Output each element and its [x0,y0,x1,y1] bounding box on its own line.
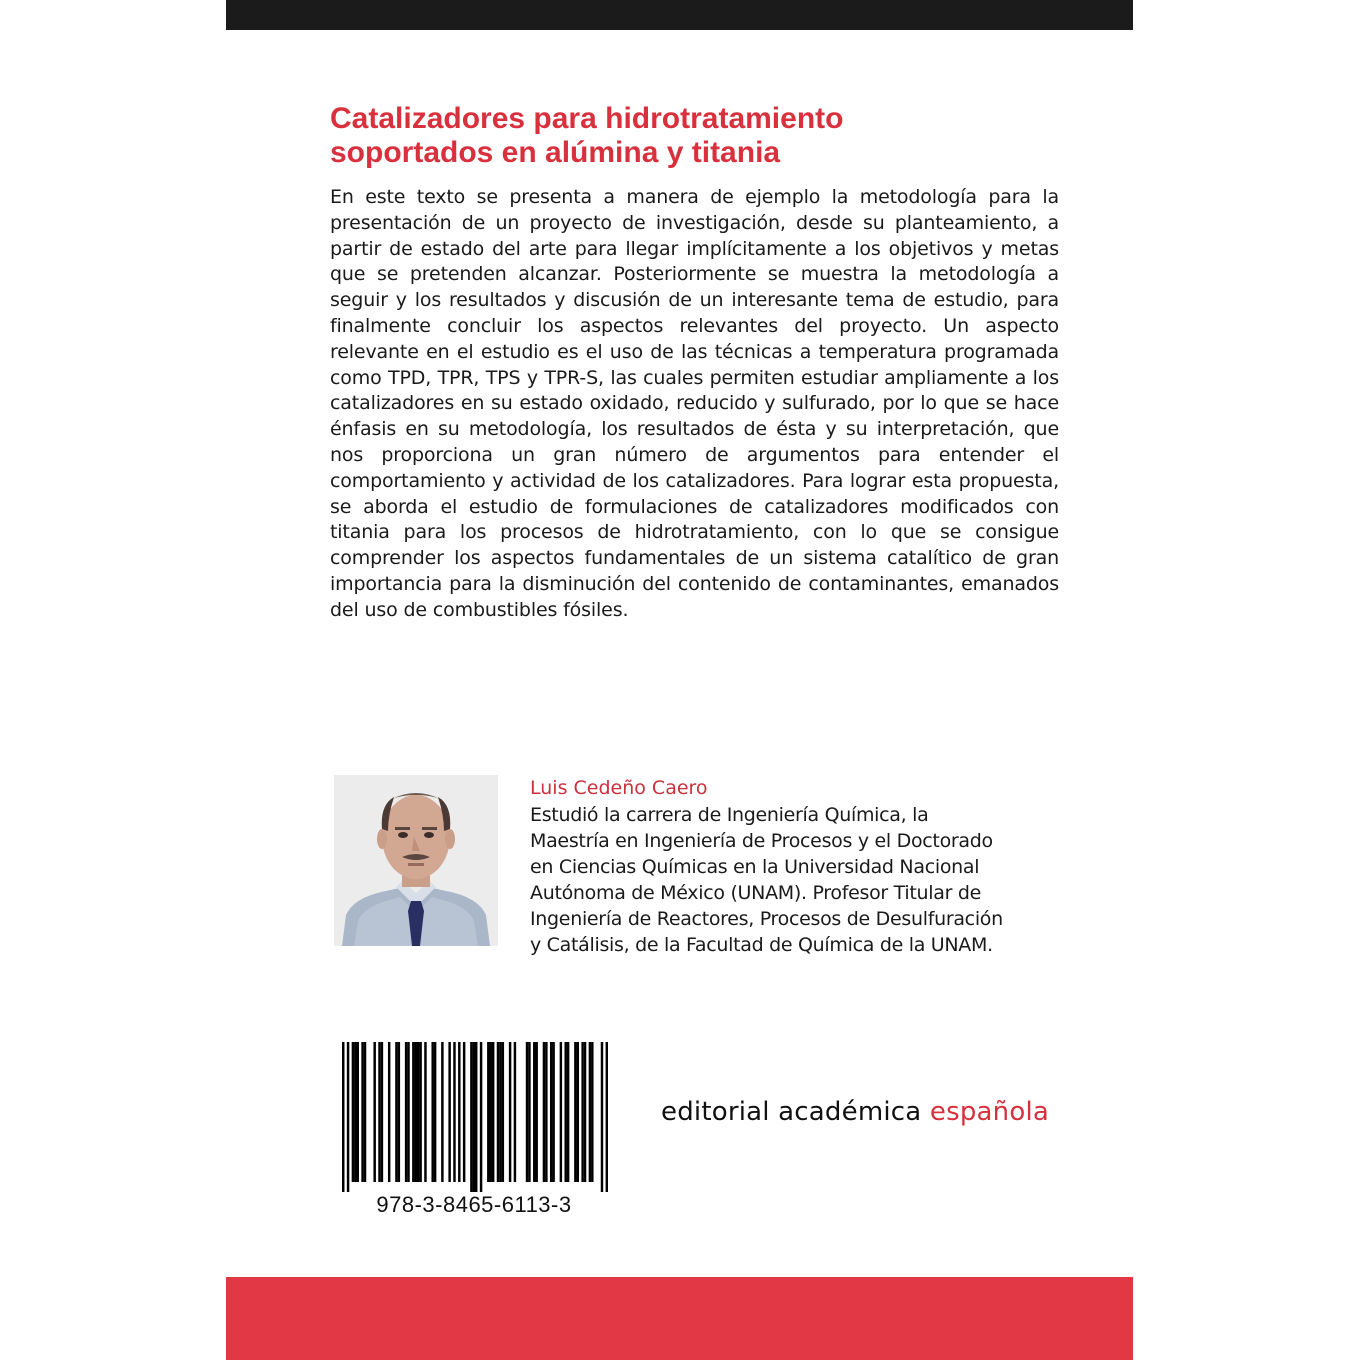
barcode-bar [378,1042,380,1182]
barcode-bar [601,1042,603,1192]
barcode-bar [499,1042,501,1182]
author-bio-line: Autónoma de México (UNAM). Profesor Titular de [530,882,981,904]
author-name: Luis Cedeño Caero [530,777,708,799]
barcode-bar [448,1042,450,1182]
isbn-number: 978-3-8465-6113-3 [376,1192,572,1217]
barcode-bar [577,1042,579,1182]
barcode-bar [342,1042,344,1192]
barcode-bar [564,1042,566,1182]
publisher-name-prefix: editorial académica [661,1097,930,1127]
barcode-bar [591,1042,593,1182]
barcode-bar [395,1042,397,1182]
barcode-bar [606,1042,608,1192]
barcode-bar [381,1042,383,1182]
barcode-bar [490,1042,492,1182]
barcode-bar [581,1042,583,1182]
barcode-bar [354,1042,356,1182]
barcode-bar [535,1042,537,1182]
top-color-band [226,0,1133,30]
barcode-bar [357,1042,359,1182]
publisher-logo [661,1095,1049,1129]
author-bio [530,802,1070,958]
barcode-bar [589,1042,591,1182]
barcode-bar [497,1042,499,1182]
barcode-bar [473,1042,475,1192]
barcode-bar [502,1042,504,1182]
barcode-bar [528,1042,530,1182]
author-bio-line: Estudió la carrera de Ingeniería Química, la [530,804,929,826]
barcode-bar [552,1042,554,1182]
barcode-bar [431,1042,433,1182]
author-photo [334,775,498,946]
barcode-bar [560,1042,562,1182]
book-description: En este texto se presenta a manera de ejemplo la metodología para la presentación de un proyecto de investigación, desde su planteamiento, a partir de estado del arte para llegar implícitamente a los objetivos y metas que se pretenden alcanzar. Posteriormente se muestra la metodología a seguir y los resultados y discusión de un interesante tema de estudio, para finalmente concluir los aspectos relevantes del proyecto. Un aspecto relevante en el estudio es el uso de las técnicas a temperatura programada como TPD, TPR, TPS y TPR-S, las cuales permiten estudiar ampliamente a los catalizadores en su estado oxidado, reducido y sulfurado, por lo que se hace énfasis en su metodología, los resultados de ésta y su interpretación, que nos proporciona un gran número de argumentos para entender el comportamiento y actividad de los catalizadores. Para lograr esta propuesta, se aborda el estudio de formulaciones de catalizadores modificados con titania para los procesos de hidrotratamiento, con lo que se consigue comprender los aspectos fundamentales de un sistema catalítico de gran importancia para la disminución del contenido de contaminantes, emanados del uso de combustibles fósiles. [330,186,1059,621]
barcode-bar [405,1042,407,1182]
barcode-bar [415,1042,417,1182]
author-bio-line: y Catálisis, de la Facultad de Química de la UNAM. [530,934,993,956]
publisher-name-accent: española [929,1097,1049,1127]
barcode-bar [352,1042,354,1182]
barcode-bar [475,1042,477,1192]
barcode-bar [412,1042,414,1182]
barcode-bar [441,1042,443,1182]
barcode-bar [545,1042,547,1182]
barcode-bar [398,1042,400,1182]
barcode-bar [509,1042,511,1182]
barcode-bar [470,1042,472,1192]
barcode-bar [574,1042,576,1182]
barcode-bar [584,1042,586,1182]
barcode-bar [419,1042,421,1182]
barcode-icon [342,1042,608,1192]
author-portrait-icon [334,775,498,946]
barcode-bar [434,1042,436,1182]
author-bio-line: en Ciencias Químicas en la Universidad Nacional [530,856,980,878]
barcode-bar [514,1042,516,1182]
barcode-bar [373,1042,375,1182]
barcode-bar [567,1042,569,1182]
barcode-bar [543,1042,545,1182]
barcode-bar [487,1042,489,1182]
author-bio-line: Maestría en Ingeniería de Procesos y el Doctorado [530,830,993,852]
book-title-line-1: Catalizadores para hidrotratamiento [330,102,844,135]
barcode-bar [526,1042,528,1182]
bottom-color-band [226,1277,1133,1360]
barcode-bar [347,1042,349,1192]
barcode-bar [480,1042,482,1192]
book-title-line-2: soportados en alúmina y titania [330,136,781,169]
barcode-bar [492,1042,494,1182]
author-bio-line: Ingeniería de Reactores, Procesos de Desulfuración [530,908,1003,930]
book-back-cover [226,0,1133,1360]
barcode-bar [361,1042,363,1182]
barcode-bar [550,1042,552,1182]
barcode-bar [364,1042,366,1182]
barcode-bar [424,1042,426,1182]
barcode-bar [407,1042,409,1182]
barcode-bar [458,1042,460,1182]
book-title [330,102,1070,170]
barcode-bar [453,1042,455,1182]
barcode-bar [417,1042,419,1182]
barcode-bar [533,1042,535,1182]
barcode-bar [388,1042,390,1182]
barcode-bar [463,1042,465,1182]
